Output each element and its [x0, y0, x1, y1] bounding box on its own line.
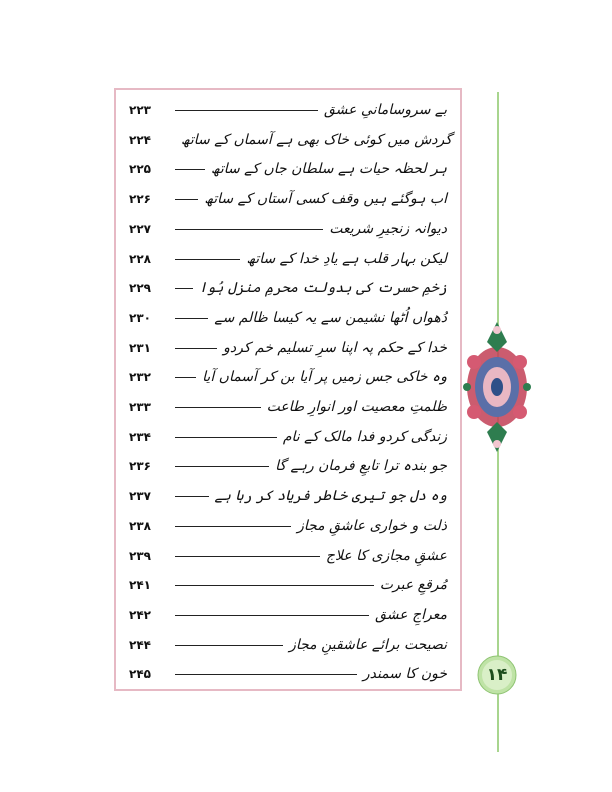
toc-title: ظلمتِ معصیت اور انوارِ طاعت — [266, 399, 447, 415]
toc-title: دُھواں اُٹھا نشیمن سے یہ کیسا ظالم سے — [214, 309, 447, 326]
toc-leader-line — [175, 169, 205, 170]
toc-page-number: ۲۳۲ — [129, 370, 151, 385]
toc-title: دیوانہ زنجیرِ شریعت — [329, 220, 447, 237]
toc-leader-line — [175, 585, 374, 586]
toc-title: معراجِ عشق — [375, 606, 447, 623]
toc-page-number: ۲۴۱ — [129, 578, 151, 593]
toc-leader-line — [175, 466, 269, 467]
toc-entry[interactable] — [129, 422, 447, 446]
toc-page-number: ۲۲۸ — [129, 251, 151, 266]
toc-leader-line — [175, 407, 261, 408]
toc-entry[interactable] — [129, 154, 447, 178]
toc-page-number: ۲۳۹ — [129, 548, 151, 563]
toc-entry[interactable] — [129, 362, 447, 386]
toc-page-number: ۲۳۳ — [129, 400, 151, 414]
toc-leader-line — [175, 199, 198, 200]
toc-entry[interactable] — [129, 244, 447, 268]
toc-title: خدا کے حکم پہ اپنا سرِ تسلیم خم کردو — [223, 339, 447, 356]
toc-title: بے سروسامانیِ عشق — [323, 102, 447, 118]
toc-page-number: ۲۳۸ — [129, 518, 151, 533]
toc-entry[interactable] — [129, 600, 447, 624]
toc-title: خون کا سمندر — [362, 666, 447, 683]
toc-leader-line — [175, 348, 217, 349]
table-of-contents — [114, 88, 462, 691]
toc-page-number: ۲۲۵ — [129, 162, 151, 177]
toc-entry[interactable] — [129, 630, 447, 654]
toc-title: ذلت و خواری عاشقِ مجاز — [297, 517, 447, 534]
toc-leader-line — [175, 496, 209, 497]
toc-leader-line — [175, 377, 196, 378]
toc-entry[interactable] — [129, 333, 447, 357]
toc-entry[interactable] — [129, 570, 447, 594]
toc-title: لیکن بہار قلب ہے یادِ خدا کے ساتھ — [246, 250, 447, 267]
floral-ornament-icon — [462, 312, 532, 462]
toc-entry[interactable] — [129, 125, 452, 149]
toc-page-number: ۲۲۴ — [129, 132, 151, 147]
toc-entry[interactable] — [129, 481, 447, 505]
toc-title: زندگی کردو فدا مالک کے نام — [282, 428, 447, 445]
toc-title: مُرقعِ عبرت — [379, 577, 447, 594]
toc-title: اب ہوگئے ہیں وقف کسی آستاں کے ساتھ — [204, 191, 447, 208]
toc-entry[interactable] — [129, 95, 447, 119]
toc-title: وہ خاکی جس زمیں پر آیا بن کر آسماں آیا — [202, 369, 447, 386]
toc-page-number: ۲۳۷ — [129, 489, 151, 504]
toc-page-number: ۲۴۵ — [129, 667, 151, 682]
toc-leader-line — [175, 259, 240, 260]
toc-page-number: ۲۳۶ — [129, 459, 151, 474]
toc-title: گردش میں کوئی خاک بھی ہے آسماں کے ساتھ — [181, 131, 452, 148]
toc-page-number: ۲۲۷ — [129, 221, 151, 236]
toc-entry[interactable] — [129, 214, 447, 238]
toc-entry[interactable] — [129, 184, 447, 208]
toc-page-number: ۲۳۱ — [129, 340, 151, 355]
toc-page-number: ۲۳۴ — [129, 429, 151, 444]
page-number: ۱۴ — [486, 665, 508, 685]
page-number-badge — [477, 655, 517, 695]
toc-leader-line — [175, 110, 318, 111]
toc-page-number: ۲۴۴ — [129, 637, 151, 652]
toc-leader-line — [175, 526, 291, 527]
toc-leader-line — [175, 229, 323, 230]
toc-leader-line — [175, 645, 283, 646]
toc-page-number: ۲۲۶ — [129, 192, 151, 207]
toc-title: نصیحت برائے عاشقینِ مجاز — [289, 636, 447, 653]
toc-page-number: ۲۳۰ — [129, 310, 151, 325]
toc-page-number: ۲۴۲ — [129, 607, 151, 622]
toc-entry[interactable] — [129, 273, 447, 297]
toc-leader-line — [175, 674, 357, 675]
toc-title: عشقِ مجازی کا علاج — [325, 547, 447, 564]
toc-entry[interactable] — [129, 511, 447, 535]
toc-title: جو بندہ ترا تابعِ فرمان رہے گا — [275, 458, 447, 475]
toc-leader-line — [175, 437, 277, 438]
toc-entry[interactable] — [129, 541, 447, 565]
toc-title: وہ دل جو تیری خاطر فریاد کر رہا ہے — [214, 488, 447, 505]
toc-leader-line — [175, 615, 369, 616]
toc-entry[interactable] — [129, 451, 447, 475]
toc-title: زخمِ حسرت کی بدولت محرمِ منزل ہُوا — [198, 280, 447, 297]
toc-entry[interactable] — [129, 392, 447, 416]
toc-page-number: ۲۲۹ — [129, 281, 151, 296]
toc-leader-line — [175, 318, 208, 319]
toc-title: ہر لحظہ حیات ہے سلطان جاں کے ساتھ — [210, 161, 447, 178]
toc-page-number: ۲۲۳ — [129, 103, 151, 117]
toc-leader-line — [175, 288, 193, 289]
toc-leader-line — [175, 556, 320, 557]
toc-entry[interactable] — [129, 659, 447, 683]
toc-entry[interactable] — [129, 303, 447, 327]
